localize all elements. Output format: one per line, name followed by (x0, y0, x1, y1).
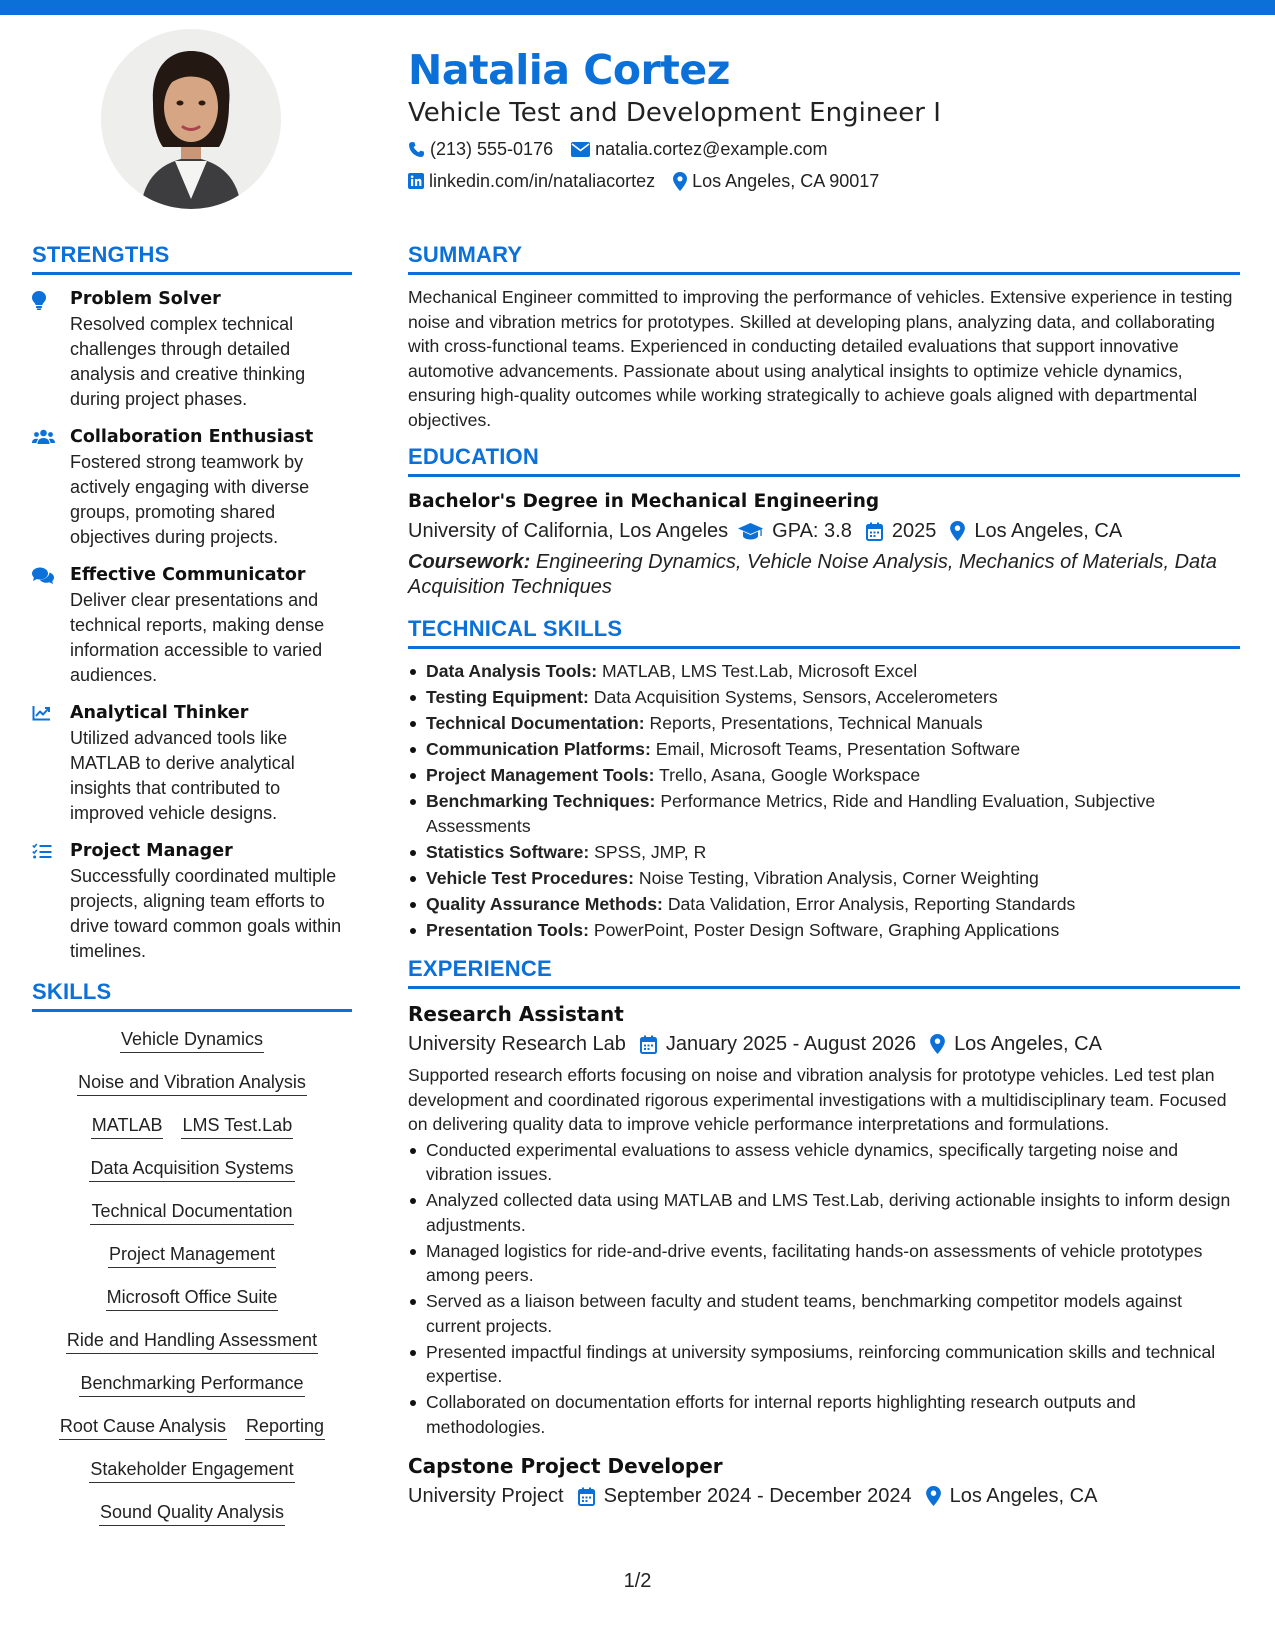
job-title: Research Assistant (408, 1002, 624, 1026)
list-item: Presented impactful findings at university symposiums, reinforcing communication skills and technical expertise. (408, 1340, 1240, 1389)
strength-desc: Successfully coordinated multiple projects, aligning team efforts to drive toward common goals within timelines. (70, 866, 342, 961)
skill-label: Technical Documentation: (426, 713, 645, 733)
job-meta (408, 1481, 1240, 1511)
skills-heading: SKILLS (32, 977, 352, 1012)
summary-text: Mechanical Engineer committed to improving the performance of vehicles. Extensive experience in testing noise and vibration metrics for prototypes. Skilled at developing plans, analyzing data, and collaborating with cross-functional teams. Experienced in conducting detailed evaluations that support innovative automotive advancements. Passionate about using analytical insights to optimize vehicle dynamics, ensuring high-quality outcomes while working strategically to achieve goals aligned with departmental objectives. (408, 287, 1233, 430)
job-org: University Research Lab (408, 1033, 626, 1055)
strength-item (32, 287, 352, 412)
education-meta (408, 516, 1240, 546)
list-item (408, 840, 1240, 865)
envelope-icon (571, 142, 590, 157)
lightbulb-icon (32, 291, 46, 310)
right-column (408, 240, 1240, 1511)
skill-label: Benchmarking Techniques: (426, 791, 656, 811)
skill-value: Performance Metrics, Ride and Handling Evaluation, Subjective Assessments (426, 791, 1156, 836)
job-location: Los Angeles, CA (949, 1485, 1098, 1507)
school-name: University of California, Los Angeles (408, 520, 729, 542)
linkedin-icon (408, 173, 424, 189)
strength-item (32, 425, 352, 550)
gpa-text: GPA: 3.8 (772, 520, 852, 542)
list-item: Collaborated on documentation efforts for internal reports highlighting research outputs and methodologies. (408, 1390, 1240, 1439)
map-pin-icon (930, 1034, 945, 1054)
skill-tag: MATLAB (91, 1112, 164, 1139)
graduation-year: 2025 (891, 520, 937, 542)
resume-header (408, 44, 1248, 197)
skill-tag: Benchmarking Performance (79, 1370, 304, 1397)
skill-value: Noise Testing, Vibration Analysis, Corner Weighting (638, 867, 1039, 888)
top-accent-bar (0, 0, 1275, 15)
job-org: University Project (408, 1485, 564, 1507)
comments-icon (32, 567, 54, 584)
job-dates: September 2024 - December 2024 (603, 1485, 912, 1507)
email-text[interactable]: natalia.cortez@example.com (595, 139, 828, 159)
list-item: Analyzed collected data using MATLAB and LMS Test.Lab, deriving actionable insights to inform design adjustments. (408, 1188, 1240, 1237)
list-item: Managed logistics for ride-and-drive events, facilitating hands-on assessments of vehicle prototypes among peers. (408, 1239, 1240, 1288)
job-location: Los Angeles, CA (954, 1033, 1102, 1055)
skill-value: Email, Microsoft Teams, Presentation Software (655, 739, 1021, 759)
phone-text: (213) 555-0176 (430, 139, 554, 159)
skill-tag: Microsoft Office Suite (106, 1284, 279, 1311)
calendar-icon (578, 1487, 595, 1506)
strength-title: Project Manager (70, 841, 233, 861)
skill-label: Communication Platforms: (426, 739, 651, 759)
education-location: Los Angeles, CA (974, 520, 1123, 542)
profile-photo (101, 29, 281, 209)
strength-title: Effective Communicator (70, 565, 306, 585)
job-description: Supported research efforts focusing on noise and vibration analysis for prototype vehicles. Led test plan development and coordinated rigorous experimental investigations with a multidisciplinary team. Focused on delivering quality data to improve vehicle performance interpretations and formulations. (408, 1065, 1227, 1134)
phone-contact (408, 133, 553, 165)
list-item (408, 685, 1240, 710)
skill-label: Project Management Tools: (426, 765, 655, 785)
skill-value: Trello, Asana, Google Workspace (659, 765, 921, 785)
list-item (408, 711, 1240, 736)
chart-line-icon (32, 705, 51, 721)
skill-tag: Vehicle Dynamics (120, 1026, 264, 1053)
skill-tag: Ride and Handling Assessment (66, 1327, 318, 1354)
job-entry (408, 1451, 1240, 1511)
strength-title: Analytical Thinker (70, 703, 249, 723)
skill-label: Statistics Software: (426, 841, 590, 862)
list-item (408, 892, 1240, 917)
list-item: Served as a liaison between faculty and student teams, benchmarking competitor models against current projects. (408, 1289, 1240, 1338)
strength-item (32, 839, 352, 964)
experience-heading: EXPERIENCE (408, 954, 1240, 989)
skill-value: MATLAB, LMS Test.Lab, Microsoft Excel (601, 661, 918, 681)
skill-tag: Technical Documentation (90, 1198, 293, 1225)
skill-tag: Project Management (108, 1241, 276, 1268)
list-item (408, 866, 1240, 891)
email-contact[interactable] (571, 133, 827, 165)
education-heading: EDUCATION (408, 442, 1240, 477)
technical-skills-list (408, 659, 1240, 942)
job-dates: January 2025 - August 2026 (665, 1033, 917, 1055)
skill-tag: Data Acquisition Systems (89, 1155, 294, 1182)
skill-tag: Root Cause Analysis (59, 1413, 227, 1440)
location-text: Los Angeles, CA 90017 (692, 171, 880, 191)
skill-value: SPSS, JMP, R (594, 841, 707, 862)
skill-tag: Sound Quality Analysis (99, 1499, 285, 1526)
map-pin-icon (926, 1486, 941, 1506)
skill-tag: Stakeholder Engagement (89, 1456, 294, 1483)
job-meta (408, 1029, 1240, 1059)
skill-label: Data Analysis Tools: (426, 661, 598, 681)
skill-label: Presentation Tools: (426, 919, 589, 940)
skill-label: Quality Assurance Methods: (426, 893, 663, 914)
graduation-cap-icon (738, 523, 763, 540)
strength-item (32, 701, 352, 826)
users-icon (32, 429, 55, 445)
technical-skills-heading: TECHNICAL SKILLS (408, 614, 1240, 649)
skill-label: Testing Equipment: (426, 687, 589, 707)
map-pin-icon (673, 172, 687, 191)
coursework-label: Coursework: (408, 551, 531, 573)
skill-label: Vehicle Test Procedures: (426, 867, 634, 888)
list-item (408, 918, 1240, 943)
skill-value: Data Acquisition Systems, Sensors, Accelerometers (593, 687, 998, 707)
strength-desc: Utilized advanced tools like MATLAB to derive analytical insights that contributed to improved vehicle designs. (70, 728, 295, 823)
summary-heading: SUMMARY (408, 240, 1240, 275)
phone-icon (408, 141, 425, 158)
candidate-title: Vehicle Test and Development Engineer I (408, 98, 941, 128)
list-item (408, 737, 1240, 762)
strength-title: Collaboration Enthusiast (70, 427, 314, 447)
skills-list (32, 1022, 352, 1526)
map-pin-icon (950, 521, 965, 541)
skill-tag: Noise and Vibration Analysis (77, 1069, 307, 1096)
skill-value: Data Validation, Error Analysis, Reporting Standards (667, 893, 1076, 914)
strength-desc: Resolved complex technical challenges through detailed analysis and creative thinking during project phases. (70, 314, 306, 409)
calendar-icon (866, 522, 883, 541)
skill-tag: Reporting (245, 1413, 325, 1440)
linkedin-contact[interactable] (408, 165, 655, 197)
linkedin-text[interactable]: linkedin.com/in/nataliacortez (429, 171, 656, 191)
left-column (32, 240, 352, 1542)
list-item: Conducted experimental evaluations to assess vehicle dynamics, specifically targeting noise and vibration issues. (408, 1138, 1240, 1187)
coursework-text: Engineering Dynamics, Vehicle Noise Analysis, Mechanics of Materials, Data Acquisition Techniques (408, 551, 1217, 598)
degree-title: Bachelor's Degree in Mechanical Engineering (408, 491, 880, 512)
list-item (408, 763, 1240, 788)
skill-value: Reports, Presentations, Technical Manuals (649, 713, 983, 733)
job-entry (408, 999, 1240, 1439)
page-number: 1/2 (623, 1570, 652, 1592)
job-bullets (408, 1138, 1240, 1440)
strengths-heading: STRENGTHS (32, 240, 352, 275)
strength-title: Problem Solver (70, 289, 221, 309)
list-check-icon (32, 843, 52, 859)
list-item (408, 789, 1240, 838)
job-title: Capstone Project Developer (408, 1454, 723, 1478)
coursework (408, 550, 1240, 600)
strength-desc: Fostered strong teamwork by actively engaging with diverse groups, promoting shared objectives during projects. (70, 452, 310, 547)
skill-value: PowerPoint, Poster Design Software, Graphing Applications (593, 919, 1060, 940)
calendar-icon (640, 1035, 657, 1054)
list-item (408, 659, 1240, 684)
skill-tag: LMS Test.Lab (181, 1112, 293, 1139)
location-contact (673, 165, 879, 197)
candidate-name: Natalia Cortez (408, 46, 731, 94)
strength-item (32, 563, 352, 688)
strength-desc: Deliver clear presentations and technical reports, making dense information accessible to varied audiences. (70, 590, 325, 685)
